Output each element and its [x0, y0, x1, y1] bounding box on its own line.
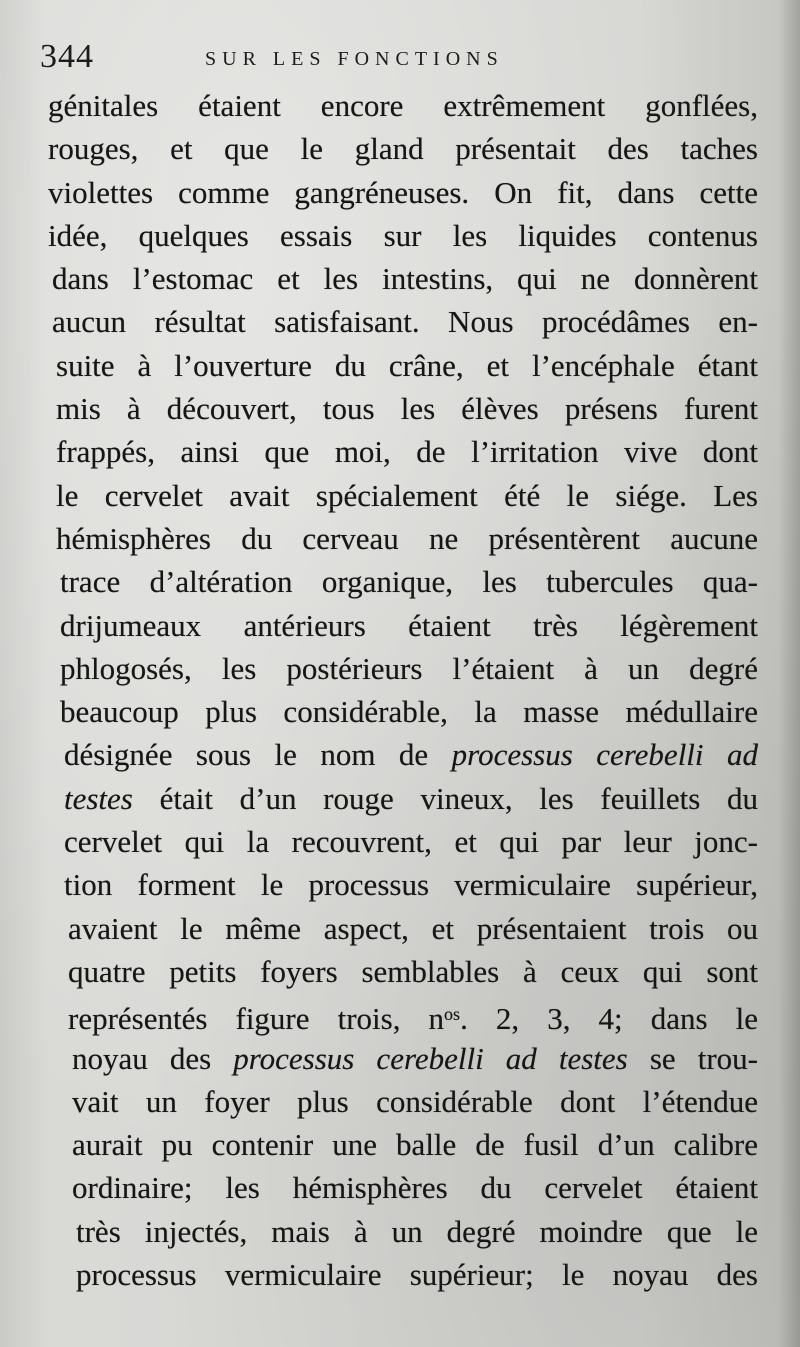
text-line: beaucoup plus considérable, la masse médullaire — [60, 694, 758, 730]
text-line: vait un foyer plus considérable dont l’étendue — [72, 1083, 758, 1119]
text-line: cervelet qui la recouvrent, et qui par leur jonc- — [64, 824, 758, 860]
text-segment: représentés figure trois, n — [68, 1001, 445, 1037]
text-line: aurait pu contenir une balle de fusil d’un calibre — [72, 1127, 758, 1163]
text-line: processus vermiculaire supérieur; le noyau des — [76, 1257, 758, 1293]
text-line: phlogosés, les postérieurs l’étaient à un degré — [60, 650, 758, 686]
text-line-with-italic — [46, 777, 758, 820]
running-head: SUR LES FONCTIONS — [205, 48, 504, 70]
text-line: frappés, ainsi que moi, de l’irritation vive dont — [56, 434, 758, 470]
body-text — [46, 84, 758, 1296]
text-line: idée, quelques essais sur les liquides contenus — [48, 217, 758, 253]
page-edge-shadow — [778, 0, 800, 1347]
text-line: le cervelet avait spécialement été le siége. Les — [56, 477, 758, 513]
text-line: dans l’estomac et les intestins, qui ne donnèrent — [52, 261, 758, 297]
text-line: génitales étaient encore extrêmement gonflées, — [48, 88, 758, 123]
text-line: rouges, et que le gland présentait des taches — [48, 131, 758, 167]
page-number: 344 — [40, 38, 94, 75]
text-line: trace d’altération organique, les tubercules qua- — [60, 564, 758, 600]
text-segment: était d’un rouge vineux, les feuillets du — [132, 780, 758, 816]
text-line: drijumeaux antérieurs étaient très légèrement — [60, 607, 758, 643]
italic-term: processus cerebelli ad testes — [233, 1040, 628, 1076]
text-line: hémisphères du cerveau ne présentèrent aucune — [56, 520, 758, 556]
italic-term: testes — [64, 780, 133, 816]
text-line-with-italic — [46, 733, 758, 776]
text-line: très injectés, mais à un degré moindre que le — [76, 1213, 758, 1249]
text-line: aucun résultat satisfaisant. Nous procédâmes en- — [52, 304, 758, 340]
text-line: tion forment le processus vermiculaire supérieur, — [64, 867, 758, 903]
text-line: suite à l’ouverture du crâne, et l’encéphale étant — [56, 347, 758, 383]
text-segment: se trou- — [627, 1040, 758, 1076]
text-line: ordinaire; les hémisphères du cervelet étaient — [72, 1170, 758, 1206]
text-segment: désignée sous le nom de — [64, 737, 452, 773]
text-line: quatre petits foyers semblables à ceux qui sont — [68, 953, 758, 989]
text-line: avaient le même aspect, et présentaient trois ou — [68, 910, 758, 946]
page-header — [40, 38, 760, 86]
text-segment: . 2, 3, 4; dans le — [460, 1001, 759, 1037]
text-line-with-italic — [46, 1037, 758, 1080]
text-line: mis à découvert, tous les élèves présens furent — [56, 391, 758, 427]
superscript-abbrev: os — [444, 1004, 461, 1025]
text-line: violettes comme gangréneuses. On fit, dans cette — [48, 174, 758, 210]
italic-term: processus cerebelli ad — [451, 737, 758, 773]
text-line-with-superscript — [46, 993, 758, 1036]
text-segment: noyau des — [72, 1040, 234, 1076]
